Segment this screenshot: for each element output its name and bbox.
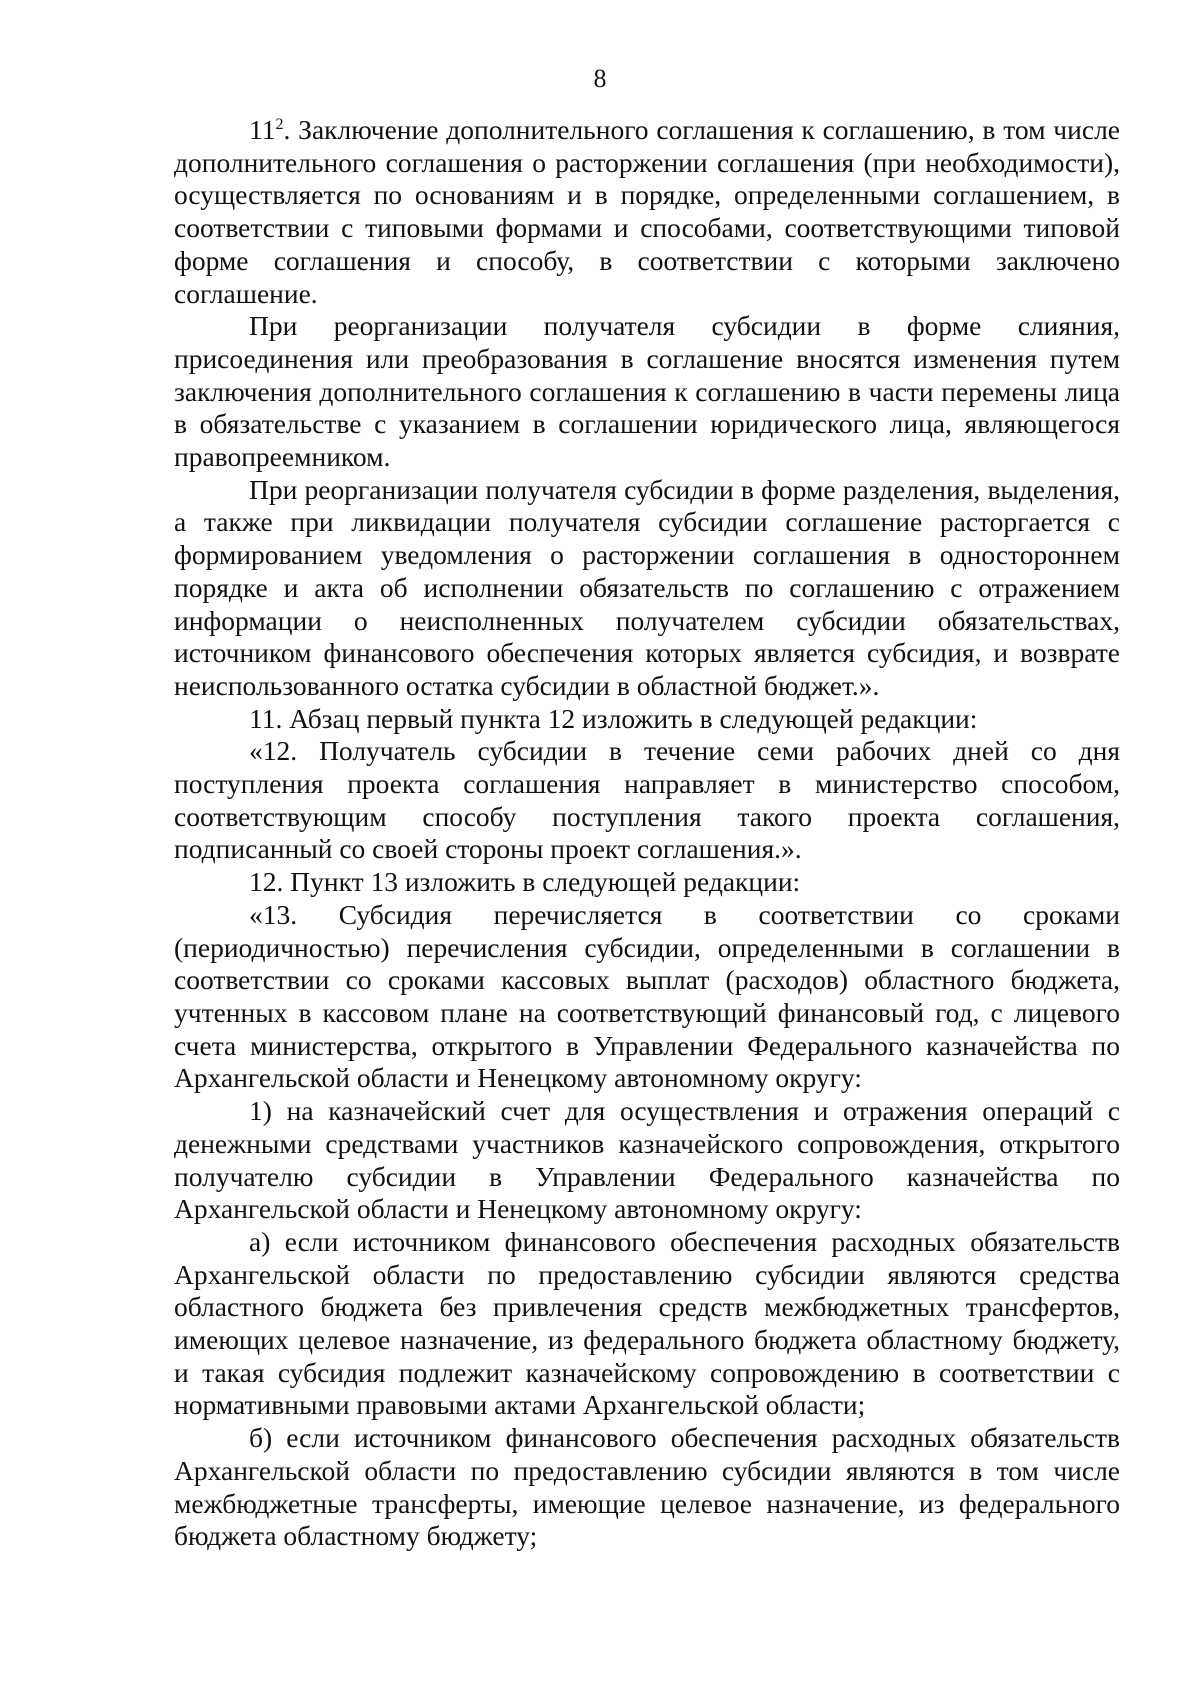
paragraph-subitem-b: б) если источником финансового обеспечения расходных обязательств Архангельской области по предоставлению субсидии являются в том числе межбюджетные трансферты, имеющие целевое назначение, из федерального бюджета областному бюджету; xyxy=(174,1422,1120,1552)
paragraph-subitem-1: 1) на казначейский счет для осуществления и отражения операций с денежными средствами участников казначейского сопровождения, открытого получателю субсидии в Управлении Федерального казначейства по Архангельской области и Ненецкому автономному округу: xyxy=(174,1095,1120,1225)
document-body xyxy=(174,114,1120,1553)
paragraph-reorganization-merger: При реорганизации получателя субсидии в форме слияния, присоединения или преобразования в соглашение вносятся изменения путем заключения дополнительного соглашения к соглашению в части перемены лица в обязательстве с указанием в соглашении юридического лица, являющегося правопреемником. xyxy=(174,310,1120,473)
clause-number: 11 xyxy=(249,114,276,145)
paragraph-clause-13: «13. Субсидия перечисляется в соответствии со сроками (периодичностью) перечисления субсидии, определенными в соглашении в соответствии со сроками кассовых выплат (расходов) областного бюджета, учтенных в кассовом плане на соответствующий финансовый год, с лицевого счета министерства, открытого в Управлении Федерального казначейства по Архангельской области и Ненецкому автономному округу: xyxy=(174,898,1120,1094)
page-number: 8 xyxy=(593,64,607,93)
paragraph-clause-12: «12. Получатель субсидии в течение семи рабочих дней со дня поступления проекта соглашения направляет в министерство способом, соответствующим способу поступления такого проекта соглашения, подписанный со своей стороны проект соглашения.». xyxy=(174,735,1120,865)
paragraph-item-11: 11. Абзац первый пункта 12 изложить в следующей редакции: xyxy=(249,702,978,734)
paragraph-text: . Заключение дополнительного соглашения к соглашению, в том числе дополнительного соглашения о расторжении соглашения (при необходимости), осуществляется по основаниям и в порядке, определенными соглашением, в соответствии с типовыми формами и способами, соответствующими типовой форме соглашения и способу, в соответствии с которыми заключено соглашение. xyxy=(174,114,1120,309)
paragraph-item-12: 12. Пункт 13 изложить в следующей редакции: xyxy=(249,866,801,898)
clause-superscript: 2 xyxy=(275,115,284,133)
paragraph-subitem-a: а) если источником финансового обеспечения расходных обязательств Архангельской области по предоставлению субсидии являются средства областного бюджета без привлечения средств межбюджетных трансфертов, имеющих целевое назначение, из федерального бюджета областному бюджету, и такая субсидия подлежит казначейскому сопровождению в соответствии с нормативными правовыми актами Архангельской области; xyxy=(174,1225,1120,1421)
paragraph-reorganization-division: При реорганизации получателя субсидии в форме разделения, выделения, а также при ликвидации получателя субсидии соглашение расторгается с формированием уведомления о расторжении соглашения в одностороннем порядке и акта об исполнении обязательств по соглашению с отражением информации о неисполненных получателем субсидии обязательствах, источником финансового обеспечения которых является субсидия, и возврате неиспользованного остатка субсидии в областной бюджет.». xyxy=(174,473,1120,701)
paragraph-11-2 xyxy=(174,114,1120,310)
